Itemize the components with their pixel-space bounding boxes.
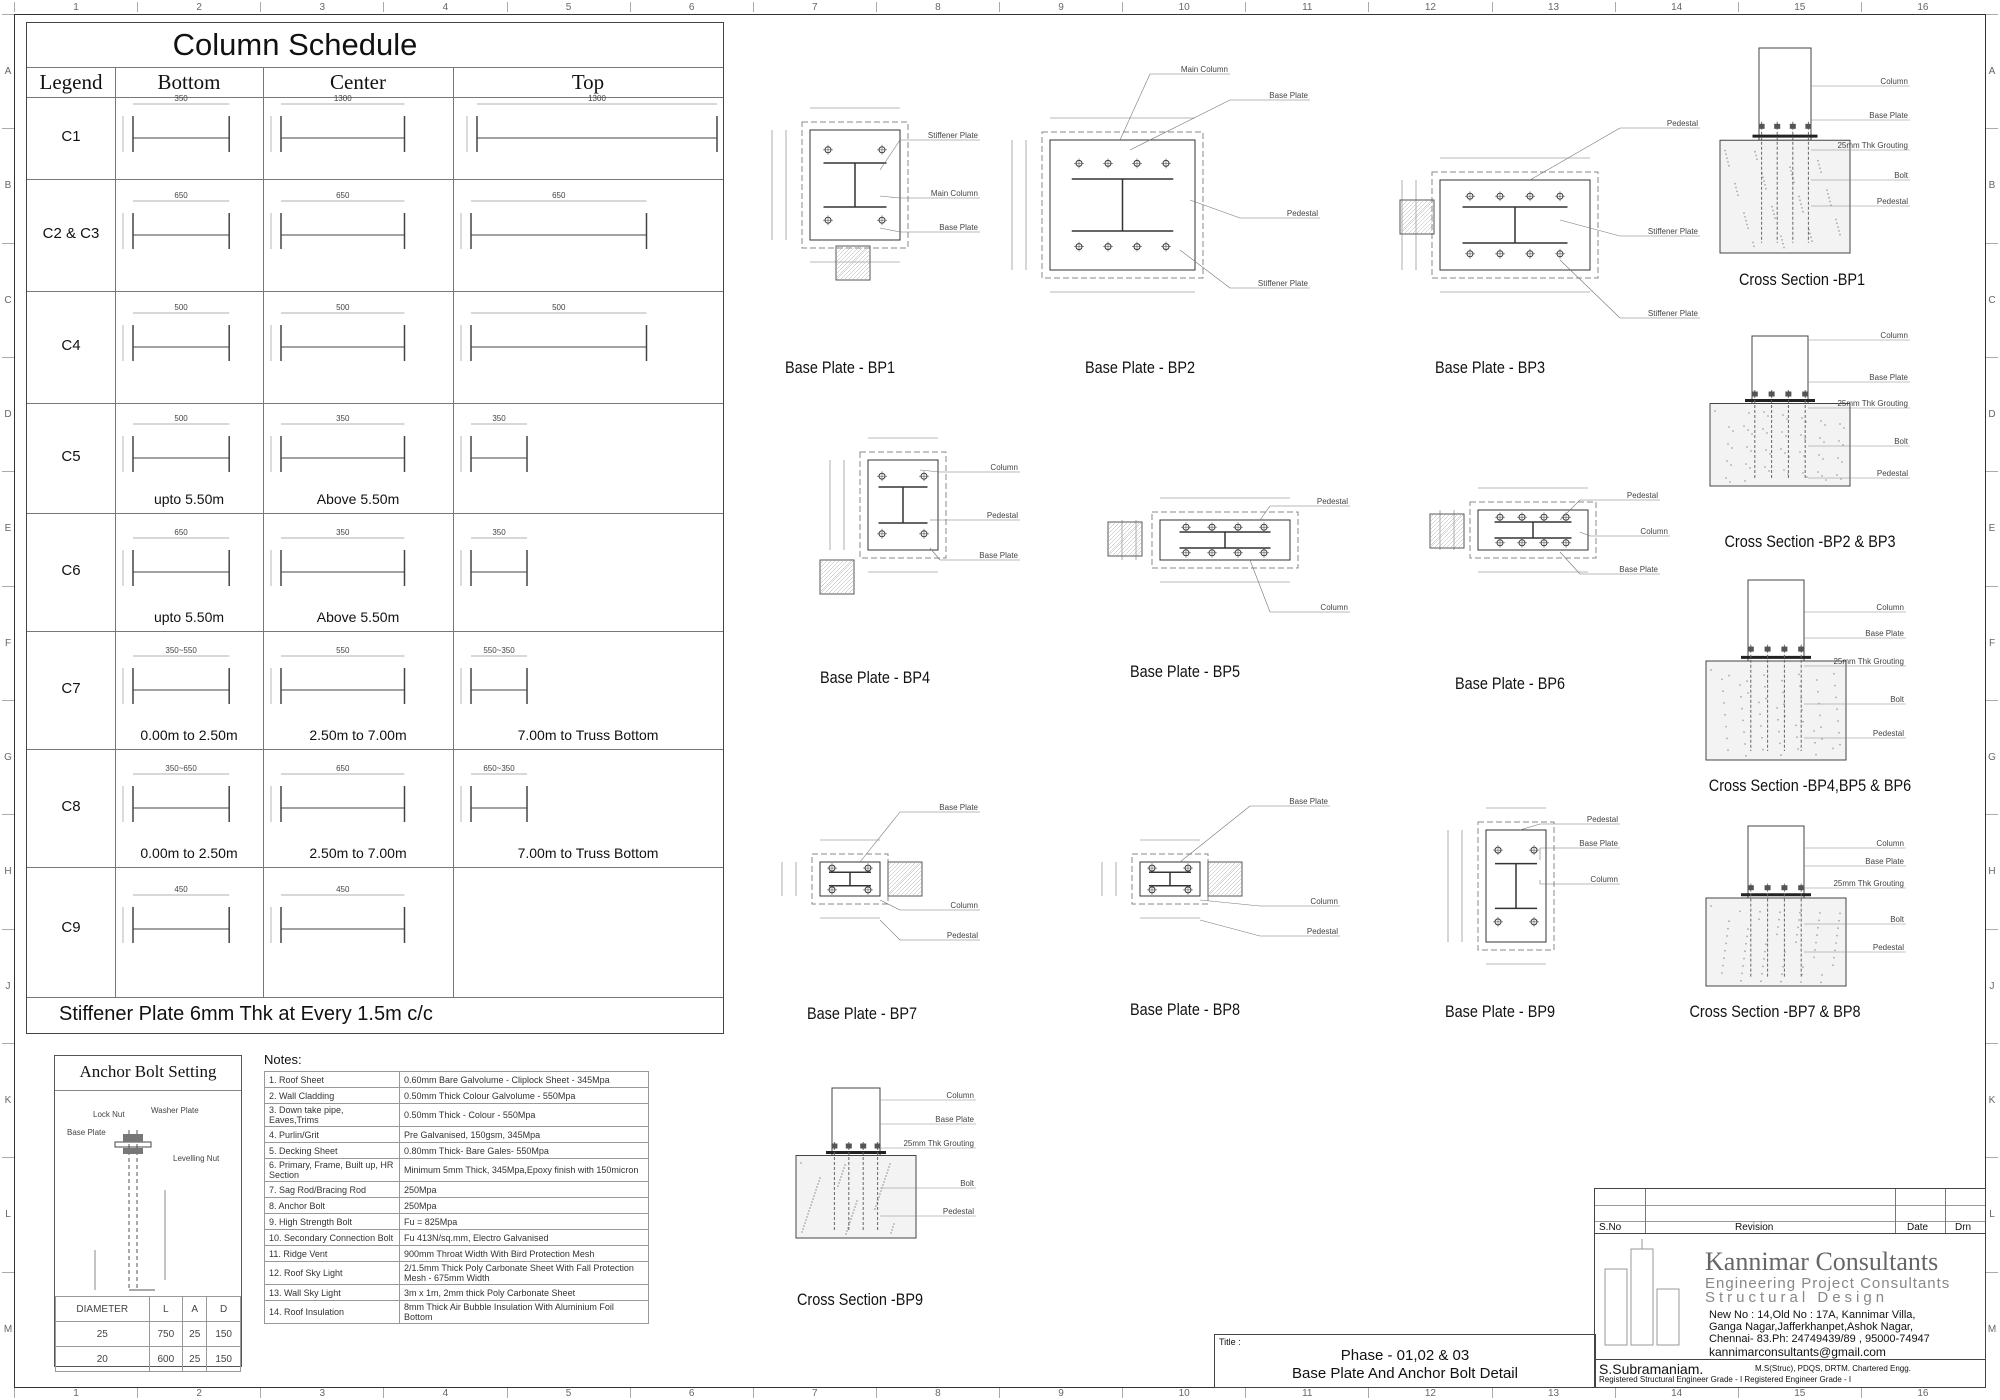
dimension-label: 500 [174, 414, 188, 423]
dimension-label: 350 [492, 414, 506, 423]
note-item: 6. Primary, Frame, Built up, HR Section [265, 1159, 400, 1182]
height-range-label: 7.00m to Truss Bottom [517, 845, 659, 861]
title-bp6: Base Plate - BP6 [1454, 674, 1566, 693]
note-row [265, 1214, 649, 1230]
ruler-mark: F [1986, 586, 1998, 700]
header-bottom: Bottom [157, 70, 221, 94]
leader-label: Stiffener Plate [1257, 279, 1308, 288]
col-date: Date [1907, 1222, 1929, 1233]
note-item: 8. Anchor Bolt [265, 1198, 400, 1214]
note-spec: 0.50mm Thick Colour Galvolume - 550Mpa [400, 1088, 649, 1104]
title-line-1: Phase - 01,02 & 03 [1340, 1347, 1470, 1364]
header-center: Center [330, 70, 386, 94]
height-range-label: upto 5.50m [153, 491, 225, 507]
anchor-table-cell: 150 [207, 1347, 241, 1372]
ruler-mark: 11 [1245, 1388, 1368, 1398]
note-row [265, 1072, 649, 1088]
leader-label: Base Plate [1619, 565, 1658, 574]
note-row [265, 1198, 649, 1214]
height-range-label: 2.50m to 7.00m [309, 845, 407, 861]
leader-label: Bolt [1890, 915, 1904, 924]
leader-label: Base Plate [1865, 629, 1904, 638]
leader-label: Pedestal [1286, 209, 1318, 218]
ruler-mark: 10 [1122, 2, 1245, 12]
col-revision: Revision [1735, 1222, 1774, 1233]
base-plate-bp4 [820, 438, 1020, 594]
ruler-mark: 5 [507, 2, 630, 12]
ruler-mark: B [2, 128, 14, 242]
header-legend: Legend [39, 70, 103, 94]
anchor-title: Anchor Bolt Setting [79, 1062, 217, 1081]
leader-label: Pedestal [1306, 927, 1338, 936]
leader-label: Base Plate [1869, 373, 1908, 382]
ruler-mark: H [2, 814, 14, 928]
leader-label: Bolt [1894, 171, 1908, 180]
height-range-label: Above 5.50m [316, 491, 400, 507]
note-spec: 250Mpa [400, 1198, 649, 1214]
note-spec: Pre Galvanised, 150gsm, 345Mpa [400, 1127, 649, 1143]
note-spec: 0.60mm Bare Galvolume - Cliplock Sheet - 345Mpa [400, 1072, 649, 1088]
ruler-mark: 9 [999, 1388, 1122, 1398]
note-spec: Fu 413N/sq.mm, Electro Galvanised [400, 1230, 649, 1246]
dimension-label: 350 [336, 414, 350, 423]
note-item: 13. Wall Sky Light [265, 1285, 400, 1301]
anchor-table-cell: 20 [56, 1347, 150, 1372]
note-item: 7. Sag Rod/Bracing Rod [265, 1182, 400, 1198]
base-plate-bp2 [1012, 65, 1320, 292]
schedule-title: Column Schedule [172, 27, 418, 62]
leader-label: Base Plate [979, 551, 1018, 560]
leader-label: Base Plate [935, 1115, 974, 1124]
leader-label: Column [1880, 77, 1908, 86]
leader-label: Pedestal [1872, 729, 1904, 738]
ruler-mark: 15 [1738, 1388, 1861, 1398]
ruler-mark: 1 [14, 2, 137, 12]
ruler-mark: H [1986, 814, 1998, 928]
leader-label: 25mm Thk Grouting [1833, 657, 1904, 666]
title-bp8: Base Plate - BP8 [1129, 1000, 1241, 1019]
engineer-quals: M.S(Struc), PDQS, DRTM. Chartered Engg. [1755, 1364, 1911, 1373]
note-item: 1. Roof Sheet [265, 1072, 400, 1088]
base-plate-bp6 [1430, 488, 1670, 574]
ruler-mark: 3 [260, 1388, 383, 1398]
height-range-label: 0.00m to 2.50m [140, 727, 238, 743]
ruler-mark: L [1986, 1157, 1998, 1271]
engineer-name: S.Subramaniam. [1599, 1361, 1704, 1377]
address-1: New No : 14,Old No : 17A, Kannimar Villa, [1709, 1309, 1916, 1321]
note-row [265, 1143, 649, 1159]
notes-title: Notes: [264, 1052, 302, 1067]
ruler-mark: 12 [1368, 2, 1491, 12]
title-bp1: Base Plate - BP1 [784, 358, 896, 377]
anchor-bolt-table [55, 1296, 241, 1372]
dimension-label: 650~350 [483, 764, 515, 773]
note-item: 2. Wall Cladding [265, 1088, 400, 1104]
ruler-mark: 2 [137, 2, 260, 12]
title-cs78: Cross Section -BP7 & BP8 [1689, 1002, 1861, 1021]
drawing-title-box [1214, 1334, 1596, 1388]
firm-logo-icon [1601, 1239, 1691, 1349]
dimension-label: 450 [336, 885, 350, 894]
dimension-label: 1300 [333, 94, 352, 103]
leader-label: Column [1640, 527, 1668, 536]
note-row [265, 1301, 649, 1324]
ruler-mark: F [2, 586, 14, 700]
leader-label: 25mm Thk Grouting [903, 1139, 974, 1148]
dimension-label: 350 [492, 528, 506, 537]
base-plate-bp1 [772, 108, 980, 280]
leader-label: Column [1880, 331, 1908, 340]
ruler-mark: J [2, 929, 14, 1043]
dimension-label: 1300 [588, 94, 606, 103]
ruler-mark: 8 [876, 2, 999, 12]
firm-sub-1: Engineering Project Consultants [1705, 1275, 1951, 1292]
anchor-table-header: D [207, 1297, 241, 1322]
leader-label: Bolt [1894, 437, 1908, 446]
notes-section [264, 1052, 649, 1324]
ruler-mark: G [1986, 700, 1998, 814]
title-bp3: Base Plate - BP3 [1434, 358, 1546, 377]
legend-cell: C4 [61, 337, 81, 354]
col-drn: Drn [1955, 1222, 1972, 1233]
ruler-mark: 14 [1615, 2, 1738, 12]
anchor-table-cell: 25 [183, 1347, 207, 1372]
note-spec: 0.50mm Thick - Colour - 550Mpa [400, 1104, 649, 1127]
note-spec: 900mm Throat Width With Bird Protection Mesh [400, 1246, 649, 1262]
height-range-label: 7.00m to Truss Bottom [517, 727, 659, 743]
ruler-mark: 6 [630, 2, 753, 12]
address-2: Ganga Nagar,Jafferkhanpet,Ashok Nagar, [1709, 1321, 1914, 1333]
ruler-mark: M [1986, 1272, 1998, 1386]
leader-label: Pedestal [1876, 469, 1908, 478]
note-spec: 3m x 1m, 2mm thick Poly Carbonate Sheet [400, 1285, 649, 1301]
leader-label: Pedestal [1876, 197, 1908, 206]
note-row [265, 1246, 649, 1262]
legend-cell: C7 [61, 680, 81, 697]
ruler-mark: 2 [137, 1388, 260, 1398]
legend-cell: C8 [61, 798, 81, 815]
note-spec: 250Mpa [400, 1182, 649, 1198]
ruler-mark: E [2, 471, 14, 585]
leader-label: 25mm Thk Grouting [1837, 141, 1908, 150]
ruler-mark: 10 [1122, 1388, 1245, 1398]
leader-label: Pedestal [986, 511, 1018, 520]
height-range-label: 0.00m to 2.50m [140, 845, 238, 861]
note-spec: Fu = 825Mpa [400, 1214, 649, 1230]
base-plate-bp8 [1102, 797, 1340, 936]
leader-label: Base Plate [939, 223, 978, 232]
leader-label: Base Plate [1579, 839, 1618, 848]
title-label: Title : [1219, 1337, 1241, 1347]
anchor-bolt-setting [54, 1055, 242, 1367]
dimension-label: 500 [552, 303, 566, 312]
dimension-label: 350~650 [165, 764, 197, 773]
ruler-mark: 14 [1615, 1388, 1738, 1398]
ruler-mark: 7 [753, 1388, 876, 1398]
leader-label: 25mm Thk Grouting [1837, 399, 1908, 408]
cross-section-bp1 [1720, 48, 1910, 253]
washer-plate-label: Washer Plate [151, 1106, 199, 1115]
note-spec: 2/1.5mm Thick Poly Carbonate Sheet With Fall Protection Mesh - 675mm Width [400, 1262, 649, 1285]
leader-label: Column [1320, 603, 1348, 612]
ruler-mark: K [2, 1043, 14, 1157]
note-item: 9. High Strength Bolt [265, 1214, 400, 1230]
leader-label: Base Plate [1869, 111, 1908, 120]
title-block [1594, 1188, 1986, 1388]
ruler-mark: 15 [1738, 2, 1861, 12]
title-cs456: Cross Section -BP4,BP5 & BP6 [1708, 776, 1912, 795]
note-spec: 8mm Thick Air Bubble Insulation With Aluminium Foil Bottom [400, 1301, 649, 1324]
leader-label: Column [950, 901, 978, 910]
dimension-label: 650 [336, 764, 350, 773]
leader-label: Column [1876, 603, 1904, 612]
ruler-mark: 7 [753, 2, 876, 12]
leader-label: Column [1876, 839, 1904, 848]
ruler-mark: 4 [383, 1388, 506, 1398]
notes-table [264, 1071, 649, 1324]
ruler-mark: 3 [260, 2, 383, 12]
base-plate-bp9 [1448, 808, 1620, 964]
note-row [265, 1088, 649, 1104]
anchor-table-cell: 150 [207, 1322, 241, 1347]
dimension-label: 500 [336, 303, 350, 312]
leader-label: Pedestal [1586, 815, 1618, 824]
email-link[interactable]: kannimarconsultants@gmail.com [1709, 1345, 1886, 1359]
anchor-table-header: DIAMETER [56, 1297, 150, 1322]
leader-label: Column [1310, 897, 1338, 906]
dimension-label: 350~550 [165, 646, 197, 655]
dimension-label: 650 [174, 528, 188, 537]
note-spec: Minimum 5mm Thick, 345Mpa,Epoxy finish with 150micron [400, 1159, 649, 1182]
note-row [265, 1262, 649, 1285]
dimension-label: 650 [336, 191, 350, 200]
leader-label: Base Plate [1269, 91, 1308, 100]
ruler-mark: 13 [1492, 1388, 1615, 1398]
leader-label: Pedestal [942, 1207, 974, 1216]
anchor-table-cell: 600 [149, 1347, 183, 1372]
ruler-mark: 4 [383, 2, 506, 12]
note-row [265, 1182, 649, 1198]
ruler-mark: D [1986, 357, 1998, 471]
leader-label: Stiffener Plate [1647, 227, 1698, 236]
ruler-mark: 12 [1368, 1388, 1491, 1398]
ruler-mark: 16 [1861, 2, 1984, 12]
leader-label: 25mm Thk Grouting [1833, 879, 1904, 888]
cross-section-bp2-bp3 [1710, 331, 1910, 486]
ruler-mark: 8 [876, 1388, 999, 1398]
leader-label: Stiffener Plate [927, 131, 978, 140]
leader-label: Column [990, 463, 1018, 472]
schedule-footer: Stiffener Plate 6mm Thk at Every 1.5m c/c [59, 1003, 433, 1025]
title-line-2: Base Plate And Anchor Bolt Detail [1292, 1365, 1518, 1382]
note-row [265, 1104, 649, 1127]
col-sno: S.No [1599, 1222, 1622, 1233]
dimension-label: 550 [336, 646, 350, 655]
firm-name: Kannimar Consultants [1705, 1247, 1939, 1276]
height-range-label: upto 5.50m [153, 609, 225, 625]
dimension-label: 500 [174, 303, 188, 312]
dimension-label: 350 [336, 528, 350, 537]
legend-cell: C1 [61, 128, 81, 145]
legend-cell: C9 [61, 919, 81, 936]
lock-nut-label: Lock Nut [93, 1110, 125, 1119]
title-bp4: Base Plate - BP4 [819, 668, 931, 687]
levelling-nut-label: Levelling Nut [173, 1154, 220, 1163]
note-row [265, 1285, 649, 1301]
leader-label: Pedestal [1872, 943, 1904, 952]
base-plate-bp3 [1400, 119, 1700, 318]
ruler-mark: C [2, 243, 14, 357]
ruler-mark: G [2, 700, 14, 814]
dimension-label: 350 [174, 94, 188, 103]
leader-label: Stiffener Plate [1647, 309, 1698, 318]
ruler-mark: 9 [999, 2, 1122, 12]
title-cs23: Cross Section -BP2 & BP3 [1724, 532, 1896, 551]
legend-cell: C5 [61, 448, 81, 465]
dimension-label: 650 [552, 191, 566, 200]
ruler-mark: D [2, 357, 14, 471]
note-item: 11. Ridge Vent [265, 1246, 400, 1262]
leader-label: Pedestal [1626, 491, 1658, 500]
note-spec: 0.80mm Thick- Bare Gales- 550Mpa [400, 1143, 649, 1159]
dimension-label: 450 [174, 885, 188, 894]
ruler-mark: 13 [1492, 2, 1615, 12]
height-range-label: Above 5.50m [316, 609, 400, 625]
title-bp9: Base Plate - BP9 [1444, 1002, 1556, 1021]
leader-label: Column [946, 1091, 974, 1100]
leader-label: Bolt [960, 1179, 974, 1188]
anchor-bolt-sketch [55, 1090, 241, 1296]
cross-section-bp4-bp6 [1706, 580, 1906, 760]
ruler-mark: 16 [1861, 1388, 1984, 1398]
note-row [265, 1159, 649, 1182]
leader-label: Main Column [930, 189, 978, 198]
ruler-mark: 5 [507, 1388, 630, 1398]
ruler-mark: K [1986, 1043, 1998, 1157]
ruler-mark: B [1986, 128, 1998, 242]
title-bp7: Base Plate - BP7 [806, 1004, 918, 1023]
ruler-mark: L [2, 1157, 14, 1271]
engineer-registration: Registered Structural Engineer Grade - I Registered Engineer Grade - I [1599, 1375, 1852, 1384]
note-item: 4. Purlin/Grit [265, 1127, 400, 1143]
title-bp2: Base Plate - BP2 [1084, 358, 1196, 377]
leader-label: Pedestal [1316, 497, 1348, 506]
leader-label: Base Plate [1289, 797, 1328, 806]
leader-label: Base Plate [939, 803, 978, 812]
firm-sub-2: Structural Design [1705, 1289, 1889, 1306]
leader-label: Base Plate [1865, 857, 1904, 866]
title-cs9: Cross Section -BP9 [796, 1290, 924, 1309]
note-item: 10. Secondary Connection Bolt [265, 1230, 400, 1246]
ruler-mark: 11 [1245, 2, 1368, 12]
note-item: 5. Decking Sheet [265, 1143, 400, 1159]
ruler-mark: A [1986, 14, 1998, 128]
base-plate-bp7 [782, 803, 980, 940]
ruler-mark: J [1986, 929, 1998, 1043]
note-item: 3. Down take pipe, Eaves,Trims [265, 1104, 400, 1127]
ruler-mark: 1 [14, 1388, 137, 1398]
dimension-label: 650 [174, 191, 188, 200]
ruler-mark: C [1986, 243, 1998, 357]
note-row [265, 1127, 649, 1143]
cross-section-bp9 [796, 1088, 976, 1238]
ruler-mark: 6 [630, 1388, 753, 1398]
ruler-mark: A [2, 14, 14, 128]
leader-label: Bolt [1890, 695, 1904, 704]
anchor-table-header: A [183, 1297, 207, 1322]
base-plate-label: Base Plate [67, 1128, 106, 1137]
header-top: Top [571, 70, 605, 94]
cross-section-bp7-bp8 [1706, 826, 1906, 986]
anchor-table-cell: 25 [56, 1322, 150, 1347]
anchor-table-header: L [149, 1297, 183, 1322]
ruler-mark: E [1986, 471, 1998, 585]
note-item: 12. Roof Sky Light [265, 1262, 400, 1285]
legend-cell: C2 & C3 [42, 225, 100, 242]
note-row [265, 1230, 649, 1246]
title-bp5: Base Plate - BP5 [1129, 662, 1241, 681]
address-3: Chennai- 83.Ph: 24749439/89 , 95000-74947 [1709, 1333, 1930, 1345]
leader-label: Main Column [1180, 65, 1228, 74]
title-cs1: Cross Section -BP1 [1738, 270, 1866, 289]
height-range-label: 2.50m to 7.00m [309, 727, 407, 743]
ruler-mark: M [2, 1272, 14, 1386]
note-item: 14. Roof Insulation [265, 1301, 400, 1324]
anchor-table-cell: 25 [183, 1322, 207, 1347]
leader-label: Pedestal [1666, 119, 1698, 128]
dimension-label: 550~350 [483, 646, 515, 655]
leader-label: Column [1590, 875, 1618, 884]
base-plate-bp5 [1108, 497, 1350, 612]
anchor-table-cell: 750 [149, 1322, 183, 1347]
legend-cell: C6 [61, 562, 81, 579]
leader-label: Pedestal [946, 931, 978, 940]
